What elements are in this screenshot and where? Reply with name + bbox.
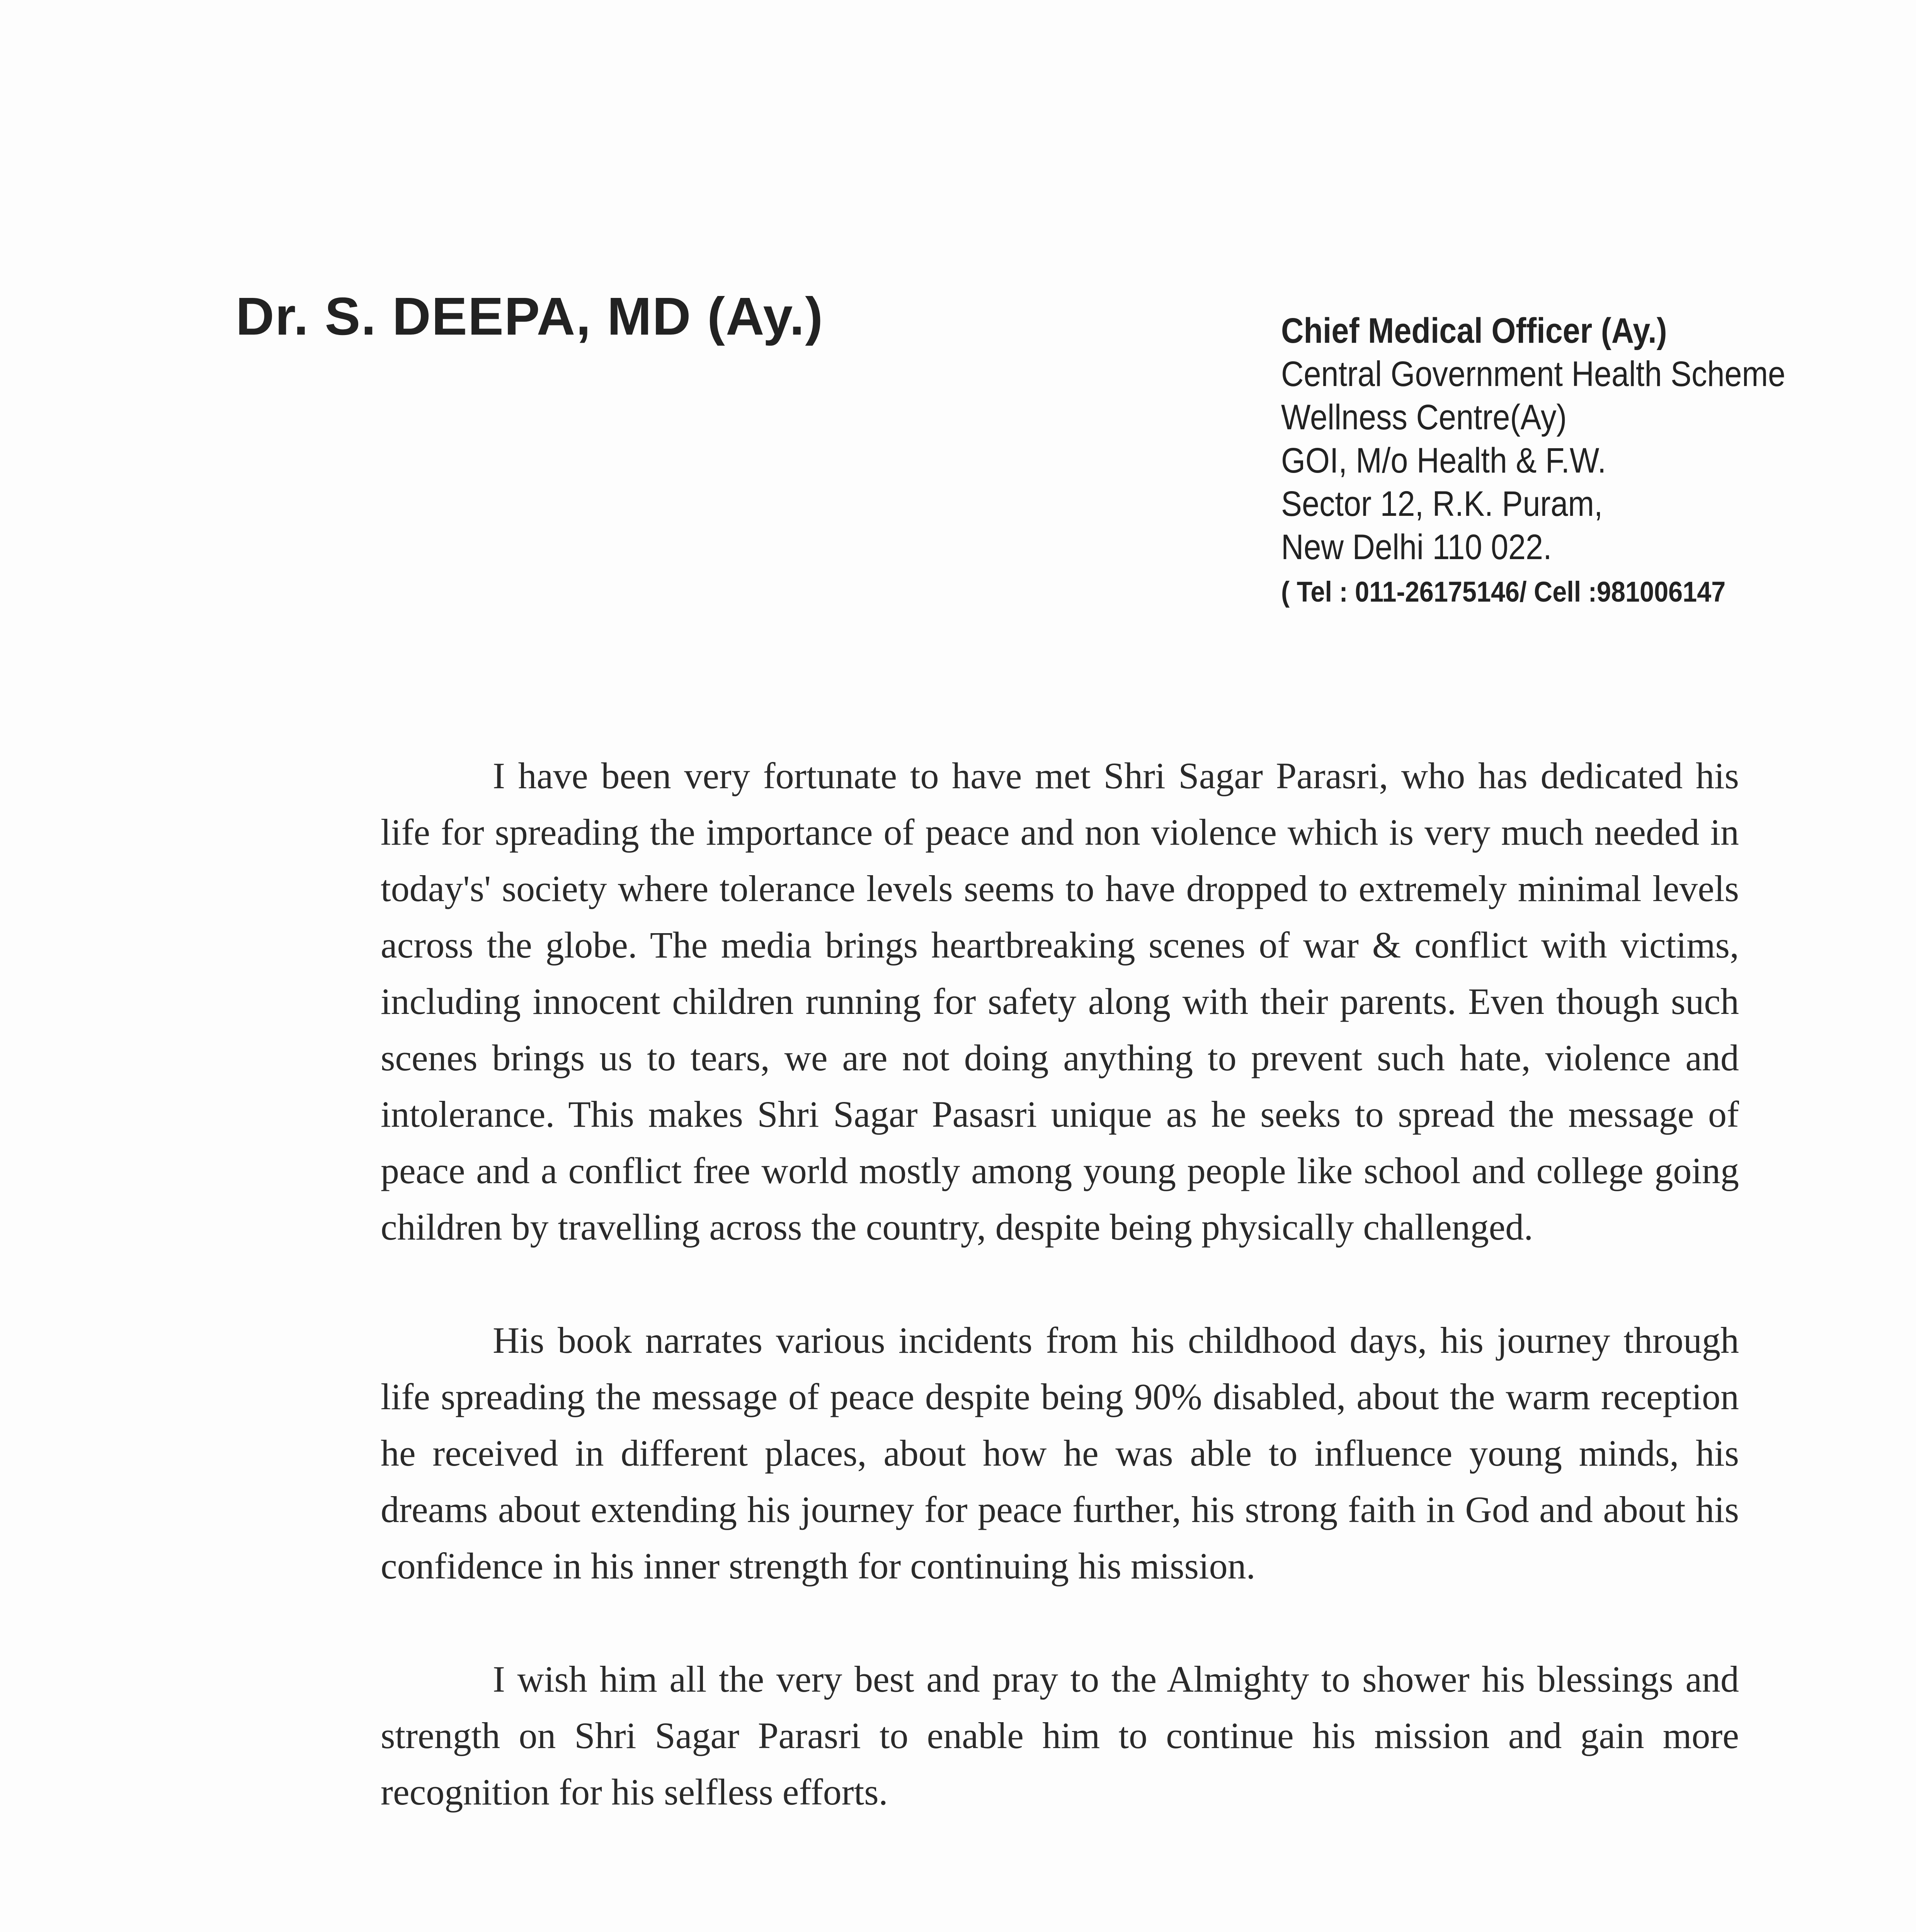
address-title: Chief Medical Officer (Ay.) [1281, 311, 1667, 350]
address-line: Wellness Centre(Ay) [1281, 398, 1567, 437]
address-line: Central Government Health Scheme [1281, 354, 1785, 394]
body-paragraph: I have been very fortunate to have met Shri Sagar Parasri, who has dedicated his life for spreading the importance of peace and non violence which is very much needed in today's' society where tolerance levels seems to have dropped to extremely minimal levels across the globe. The media brings heartbreaking scenes of war & conflict with victims, including innocent children running for safety along with their parents. Even though such scenes brings us to tears, we are not doing anything to prevent such hate, violence and intolerance. This makes Shri Sagar Pasasri unique as he seeks to spread the message of peace and a conflict free world mostly among young people like school and college going children by travelling across the country, despite being physically challenged. [381, 755, 1739, 1248]
letter-body [381, 748, 1739, 1877]
letterhead-address [1281, 309, 1861, 614]
letterhead-name: Dr. S. DEEPA, MD (Ay.) [236, 287, 824, 346]
address-line: New Delhi 110 022. [1281, 527, 1552, 567]
address-line: GOI, M/o Health & F.W. [1281, 441, 1606, 480]
body-paragraph: I wish him all the very best and pray to the Almighty to shower his blessings and strength on Shri Sagar Parasri to enable him to continue his mission and gain more recognition for his selfless efforts. [381, 1658, 1739, 1813]
body-paragraph: His book narrates various incidents from his childhood days, his journey through life spreading the message of peace despite being 90% disabled, about the warm reception he received in different places, about how he was able to influence young minds, his dreams about extending his journey for peace further, his strong faith in God and about his confidence in his inner strength for continuing his mission. [381, 1320, 1739, 1587]
contact-line: ( Tel : 011-26175146/ Cell :981006147 [1281, 576, 1726, 608]
address-line: Sector 12, R.K. Puram, [1281, 484, 1603, 524]
